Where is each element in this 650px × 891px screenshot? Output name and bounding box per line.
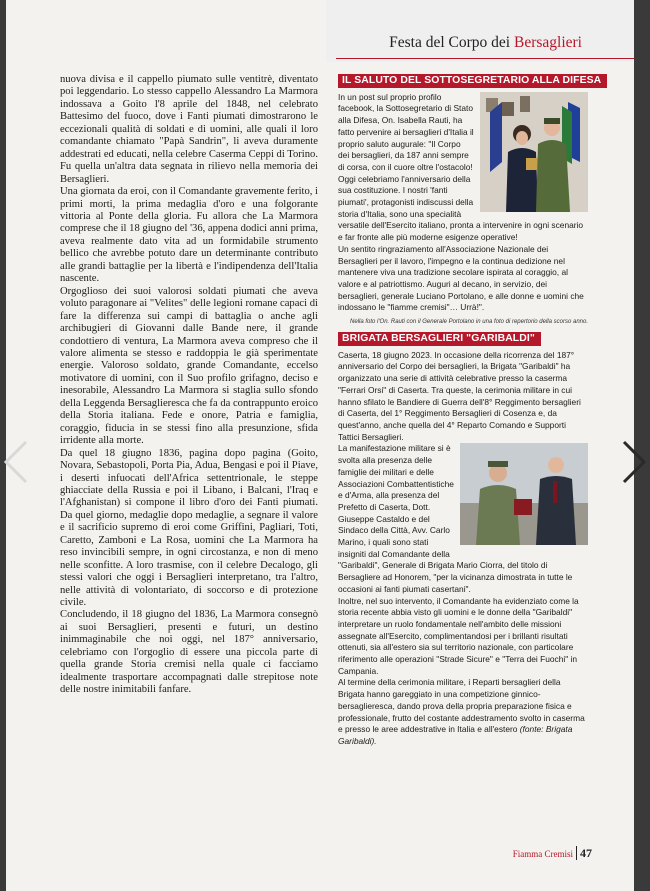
photo-illustration: [480, 92, 588, 212]
page-header-title: [389, 34, 582, 52]
left-paragraph: nuova divisa e il cappello piumato sulle ventitrè, diventato poi leggendario. Lo stesso cappello Alessandro La Marmora indossava a Goito l'8 aprile del 1848, nel celebrato Battesimo del fuoco, dove i Fanti piumati dimostrarono le eccezionali qualità di soldati e di uomini, alle quali il loro comandante chiamato "Papà Sandrin", li aveva duramente addestrati ed educati, nella celebre Caserma Ceppi di Torino. Fu quella un'altra data segnata in rilievo nella memoria dei Bersaglieri.: [60, 74, 318, 185]
source-note: (fonte: Brigata Garibaldi).: [338, 724, 573, 746]
left-column: [60, 74, 318, 697]
left-paragraph: Da quel 18 giugno 1836, pagina dopo pagina (Goito, Novara, Sebastopoli, Porta Pia, Adua, Bengasi e poi il Piave, i deserti infuocati dell'Africa settentrionale, le steppe ghiacciate della Russia e poi il Libano, i Balcani, l'Iraq e l'Afghanistan) si compone il libro d'oro dei Fanti piumati. Da quel giorno, medaglie dopo medaglie, a segnare il valore e il sacrificio supremo di eroi come Griffini, Pagliari, Toti, Caretto, Zamboni e La Rosa, uomini che La Marmora ha reso invincibili sempre, in ogni circostanza, e non di meno nelle sconfitte. A loro trasmise, con il celebre Decalogo, gli stessi valori che oggi i Bersaglieri interpretano, tra l'altro, nelle attività di volontariato, di soccorso e di protezione civile.: [60, 447, 318, 609]
section-saluto: [338, 92, 588, 326]
page-footer: [513, 846, 592, 861]
magazine-page: [6, 0, 634, 891]
section-heading-saluto: IL SALUTO DEL SOTTOSEGRETARIO ALLA DIFESA: [338, 74, 607, 88]
photo-ciorra-ceremony: [460, 443, 588, 545]
right-column: [338, 74, 602, 748]
photo-caption: Nella foto l'On. Rauti con il Generale Portolano in una foto di repertorio della scorso anno.: [350, 319, 588, 326]
header-title-accent: Bersaglieri: [513, 34, 582, 51]
page-number: 47: [576, 846, 592, 860]
left-paragraph: Orgoglioso dei suoi valorosi soldati piumati che aveva voluto paragonare ai "Velites" delle legioni romane capaci di fare la differenza sui campi di battaglia o anche agli archibugieri di Giovanni dalle Bande nere, il grande condottiero di ventura, La Marmora aveva compreso che il valore alimenta se stesso e raddoppia le già sperimentate energie. Valoroso soldato, grande Comandante, eccelso motivatore di uomini, con il Suo profilo grifagno, deciso e inesorabile, Alessandro La Marmora si staglia sullo sfondo della Leggenda Bersaglieresca che fa da contrappunto eroico della Storia italiana. Fede e onore, Patria e famiglia, coraggio, fiducia in se stessi fino alla presunzione, sfida irridente alla morte.: [60, 285, 318, 447]
next-page-arrow-icon[interactable]: [614, 438, 650, 486]
section-garibaldi-body-1: Caserta, 18 giugno 2023. In occasione della ricorrenza del 187° anniversario del Corpo dei bersaglieri, la Brigata "Garibaldi" ha organizzato una serie di attività celebrative presso la caserma "Ferrari Orsi" di Caserta. Tra queste, la cerimonia militare in cui hanno sfilato le Bandiere di Guerra dell'8° Reggimento bersaglieri di Caserta, del 1° Reggimento Bersaglieri di Cosenza e, da quest'anno, anche quella del 4° Reparto Comando e Supporti Tattici Bersaglieri.: [338, 349, 581, 442]
photo-illustration: [460, 443, 588, 545]
section-heading-garibaldi: BRIGATA BERSAGLIERI "GARIBALDI": [338, 332, 541, 346]
left-paragraph: Una giornata da eroi, con il Comandante gravemente ferito, i primi morti, la prima medaglia d'oro e una folgorante vittoria al Ponte della gloria. Fu allora che La Marmora comprese che il 18 giugno del '36, appena dodici anni prima, aveva realmente dato vita ad un formidabile strumento bellico che avrebbe potuto dare un determinante contributo alle grandi battaglie per la libertà e l'indipendenza dell'Italia nascente.: [60, 186, 318, 285]
section-garibaldi-body-2: La manifestazione militare si è svolta alla presenza delle famiglie dei militari e delle Associazioni Combattentistiche e d'Arma, alla presenza del Prefetto di Caserta, Dott. Giuseppe Castaldo e del Sindaco della Città, Avv. Carlo Marino, i quali sono stati insigniti dal Comandante della "Garibaldi", Generale di Brigata Mario Ciorra, del titolo di Bersagliere ad Honorem, "per la vicinanza dimostrata in tutte le occasioni ai fanti piumati casertani".: [338, 443, 573, 594]
section-garibaldi-body-4: [338, 677, 588, 747]
left-paragraph: Concludendo, il 18 giugno del 1836, La Marmora consegnò ai suoi Bersaglieri, presenti e futuri, un destino inimmaginabile che noi oggi, nel 187° anniversario, celebriamo con l'orgoglio di essere una piccola parte di quella grande Storia cremisi nella quale ci facciamo idealmente trasportare accompagnati dalle strepitose note delle nostre inimitabili fanfare.: [60, 609, 318, 696]
header-rule: [336, 58, 634, 59]
section-garibaldi-body-3: Inoltre, nel suo intervento, il Comandante ha evidenziato come la storia recente abbia visto gli uomini e le donne della "Garibaldi" interpretare un ruolo fondamentale nell'ambito delle missioni assegnate all'Esercito, complimentandosi per i brillanti risultati ottenuti, sia all'estero sia sul territorio nazionale, con particolare riferimento alle operazioni "Strade Sicure" e "Terra dei Fuochi" in Campania.: [338, 595, 579, 676]
previous-page-arrow-icon[interactable]: [0, 438, 36, 486]
section-saluto-body-2: Un sentito ringraziamento all'Associazione Nazionale dei Bersaglieri per il lavoro, l'impegno e la continua dedizione nel mantenere viva una tradizione secolare ispirata al coraggio, al valore e al patriottismo. Auguri al decano, in servizio, dei bersaglieri, generale Luciano Portolano, e alle donne e uomini che indossano le "fiamme cremisi"… Urrà!".: [338, 243, 584, 313]
header-band: [326, 0, 634, 62]
section-saluto-body: In un post sul proprio profilo facebook, la Sottosegretario di Stato alla Difesa, On. Isabella Rauti, ha fatto pervenire ai bersaglieri d'Italia il proprio saluto augurale: "Il Corpo dei bersaglieri, da 187 anni sempre di corsa, con il cuore oltre l'ostacolo! Oggi celebriamo l'anniversario della sua costituzione. I nostri 'fanti piumati', protagonisti indiscussi della storia d'Italia, sono una specialità versatile dell'Esercito italiano, pronta a intervenire in ogni scenario e far fronte alle più moderne esigenze operative!: [338, 91, 584, 243]
photo-rauti-portolano: [480, 92, 588, 212]
magazine-name: Fiamma Cremisi: [512, 849, 573, 859]
header-title-prefix: Festa del Corpo dei: [389, 34, 514, 51]
section-garibaldi: [338, 350, 588, 748]
section-garibaldi-body-4-text: Al termine della cerimonia militare, i Reparti bersaglieri della Brigata hanno gareggiato in una competizione ginnico-bersaglieresca, dando prova della propria preparazione fisica e professionale, frutto del costante addestramento svolto in caserma e presso le aree addestrative in Italia e all'estero: [338, 677, 585, 735]
